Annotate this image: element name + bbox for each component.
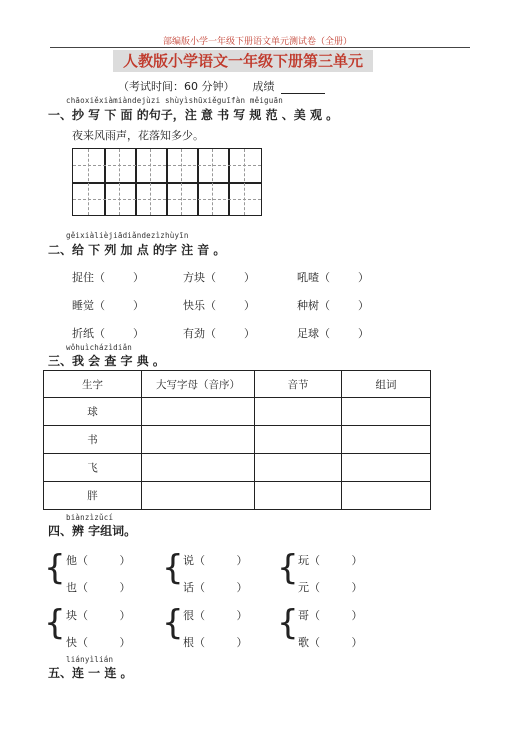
table-row <box>44 454 431 482</box>
brace-icon: { <box>277 548 299 588</box>
word-item[interactable]: 吼喳（ ） <box>297 271 369 284</box>
group-item[interactable]: 歌（ ） <box>298 636 363 649</box>
answer-cell[interactable] <box>255 454 342 482</box>
group-item[interactable]: 说（ ） <box>183 554 248 567</box>
section-2-heading: 二、给 下 列 加 点 的字 注 音 。 <box>48 243 226 257</box>
table-row <box>44 426 431 454</box>
group-item[interactable]: 话（ ） <box>183 581 248 594</box>
column-header: 生字 <box>44 371 142 398</box>
word-item[interactable]: 种树（ ） <box>297 299 369 312</box>
score-label: 成绩 <box>252 80 275 93</box>
grid-guide <box>88 149 89 215</box>
grid-guide <box>150 149 151 215</box>
word-item[interactable]: 折纸（ ） <box>72 327 144 340</box>
word-item[interactable]: 方块（ ） <box>183 271 255 284</box>
grid-guide <box>212 149 213 215</box>
dictionary-table <box>43 370 431 510</box>
group-item[interactable]: 玩（ ） <box>298 554 363 567</box>
answer-cell[interactable] <box>342 426 431 454</box>
header-rule <box>50 47 470 48</box>
answer-cell[interactable] <box>142 454 255 482</box>
grid-guide <box>73 165 261 166</box>
grid-col-divider <box>228 149 230 215</box>
brace-icon: { <box>162 603 184 643</box>
grid-guide <box>119 149 120 215</box>
section-5-heading: 五、连 一 连 。 <box>48 666 133 680</box>
section-3-pinyin: wǒhuìcházìdiǎn <box>66 343 133 352</box>
word-item[interactable]: 快乐（ ） <box>183 299 255 312</box>
grid-guide <box>244 149 245 215</box>
page-title: 人教版小学语文一年级下册第三单元 <box>113 50 373 72</box>
group-item[interactable]: 块（ ） <box>66 609 131 622</box>
score-blank[interactable] <box>281 83 325 94</box>
table-row <box>44 398 431 426</box>
answer-cell[interactable] <box>342 454 431 482</box>
answer-cell[interactable] <box>255 482 342 510</box>
table-cell-char: 胖 <box>44 482 142 510</box>
section-5-pinyin: liányìlián <box>66 655 114 664</box>
answer-cell[interactable] <box>142 398 255 426</box>
column-header: 音节 <box>255 371 342 398</box>
answer-cell[interactable] <box>342 482 431 510</box>
section-1-heading: 一、抄 写 下 面 的句子，注 意 书 写 规 范 、美 观 。 <box>48 108 339 122</box>
brace-icon: { <box>277 603 299 643</box>
answer-cell[interactable] <box>142 482 255 510</box>
writing-grid[interactable] <box>72 148 262 216</box>
word-item[interactable]: 有劲（ ） <box>183 327 255 340</box>
grid-col-divider <box>135 149 137 215</box>
table-cell-char: 球 <box>44 398 142 426</box>
grid-guide <box>181 149 182 215</box>
answer-cell[interactable] <box>142 426 255 454</box>
table-cell-char: 书 <box>44 426 142 454</box>
section-2-pinyin: gěixiàlièjiādiǎndezìzhùyīn <box>66 231 189 240</box>
grid-col-divider <box>197 149 199 215</box>
section-4-heading: 四、辨 字组词。 <box>48 524 137 538</box>
word-item[interactable]: 睡觉（ ） <box>72 299 144 312</box>
brace-icon: { <box>162 548 184 588</box>
group-item[interactable]: 快（ ） <box>66 636 131 649</box>
exam-meta <box>118 78 325 94</box>
table-header-row <box>44 371 431 398</box>
exam-time: （考试时间：60 分钟） <box>118 80 235 93</box>
grid-col-divider <box>104 149 106 215</box>
section-1-pinyin: chāoxiěxiàmiàndejùzi shùyìshūxiěguīfàn měiguān <box>66 96 283 105</box>
word-item[interactable]: 捉住（ ） <box>72 271 144 284</box>
group-item[interactable]: 他（ ） <box>66 554 131 567</box>
column-header: 组词 <box>342 371 431 398</box>
grid-col-divider <box>166 149 168 215</box>
brace-icon: { <box>44 603 66 643</box>
group-item[interactable]: 也（ ） <box>66 581 131 594</box>
word-item[interactable]: 足球（ ） <box>297 327 369 340</box>
group-item[interactable]: 很（ ） <box>183 609 248 622</box>
group-item[interactable]: 哥（ ） <box>298 609 363 622</box>
grid-guide <box>73 199 261 200</box>
copy-sentence: 夜来风雨声，花落知多少。 <box>72 129 204 142</box>
section-3-heading: 三、我 会 查 字 典 。 <box>48 354 165 368</box>
table-row <box>44 482 431 510</box>
answer-cell[interactable] <box>255 398 342 426</box>
answer-cell[interactable] <box>342 398 431 426</box>
group-item[interactable]: 元（ ） <box>298 581 363 594</box>
brace-icon: { <box>44 548 66 588</box>
table-cell-char: 飞 <box>44 454 142 482</box>
group-item[interactable]: 根（ ） <box>183 636 248 649</box>
column-header: 大写字母（音序） <box>142 371 255 398</box>
section-4-pinyin: biànzìzǔcí <box>66 513 114 522</box>
answer-cell[interactable] <box>255 426 342 454</box>
page-header: 部编版小学一年级下册语文单元测试卷（全册） <box>162 37 352 47</box>
